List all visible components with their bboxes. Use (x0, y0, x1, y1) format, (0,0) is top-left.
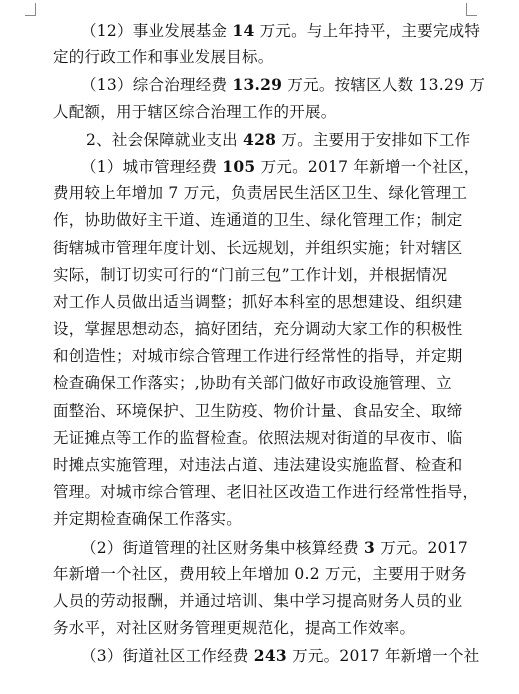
text-line (53, 180, 468, 207)
page-corner-mark-right (466, 3, 477, 16)
text-run: 万元。2017 年新增一个社区， (255, 157, 480, 176)
text-line (53, 425, 463, 452)
bold-amount: 14 (232, 21, 255, 40)
text-run: 实际，制订切实可行的“门前三包”工作计划，并根据情况 (53, 265, 448, 284)
text-line (53, 17, 481, 44)
text-line (53, 207, 463, 234)
bold-amount: 243 (253, 646, 287, 666)
text-line (53, 44, 463, 71)
text-run: 定的行政工作和事业发展目标。 (53, 48, 274, 67)
text-run: 无证摊点等工作的监督检查。依照法规对街道的早夜市、临 (53, 428, 463, 447)
text-line (53, 343, 463, 370)
text-run: 年新增一个社区，费用较上年增加 0.2 万元，主要用于财务 (53, 564, 467, 583)
text-run: 对工作人员做出适当调整；抓好本科室的思想建设、组织建 (53, 292, 463, 311)
text-run: 设，掌握思想动态，搞好团结，充分调动大家工作的积极性 (53, 320, 463, 339)
document-page (53, 17, 486, 670)
text-run: 人员的劳动报酬，并通过培训、集中学习提高财务人员的业 (53, 591, 463, 610)
text-run: 2、社会保障就业支出 (86, 130, 244, 149)
text-run: 检查确保工作落实；,协助有关部门做好市政设施管理、立 (53, 374, 452, 393)
text-line (53, 561, 467, 588)
text-line (53, 452, 463, 479)
bold-amount: 428 (243, 129, 277, 149)
text-run: （1）城市管理经费 (81, 157, 223, 176)
text-run: 时摊点实施管理，对违法占道、违法建设实施监督、检查和 (53, 456, 463, 474)
text-line (53, 642, 480, 669)
text-line (53, 153, 480, 180)
text-run: 管理。对城市综合管理、老旧社区改造工作进行经常性指导， (53, 483, 479, 502)
text-line (53, 71, 486, 98)
text-run: 万元。按辖区人数 13.29 万 (282, 76, 486, 95)
text-line (53, 262, 463, 289)
text-line (53, 588, 463, 615)
text-run: （13）综合治理经费 (81, 76, 233, 95)
text-line (53, 316, 463, 343)
text-line (53, 99, 463, 126)
bold-amount: 3 (364, 537, 376, 557)
text-line (53, 534, 468, 561)
text-run: 人配额，用于辖区综合治理工作的开展。 (53, 102, 337, 121)
text-line (53, 398, 463, 425)
text-run: 万元。2017 (375, 538, 468, 557)
bold-amount: 13.29 (232, 75, 283, 95)
text-run: 面整治、环境保护、卫生防疫、物价计量、食品安全、取缔 (53, 401, 463, 420)
text-run: 并定期检查确保工作落实。 (53, 510, 243, 529)
text-run: 万元。与上年持平，主要完成特 (254, 22, 481, 40)
text-run: 费用较上年增加 7 万元，负责居民生活区卫生、绿化管理工 (53, 184, 468, 203)
text-run: 和创造性；对城市综合管理工作进行经常性的指导，并定期 (53, 347, 463, 366)
text-run: 万元。2017 年新增一个社 (286, 647, 480, 666)
text-run: （3）街道社区工作经费 (81, 647, 254, 666)
text-run: 街辖城市管理年度计划、长远规划，并组织实施；针对辖区 (53, 238, 463, 257)
text-line (53, 370, 463, 397)
text-run: （2）街道管理的社区财务集中核算经费 (81, 538, 365, 557)
text-line (53, 289, 463, 316)
text-run: 万。主要用于安排如下工作 (276, 130, 471, 149)
text-line (53, 479, 479, 506)
text-run: （12）事业发展基金 (81, 22, 233, 40)
text-run: 作，协助做好主干道、连通道的卫生、绿化管理工作；制定 (53, 211, 463, 230)
text-line (53, 506, 463, 533)
text-line (53, 126, 471, 153)
text-line (53, 235, 463, 262)
text-line (53, 615, 463, 642)
page-corner-mark-left (25, 3, 36, 16)
bold-amount: 105 (222, 156, 256, 176)
text-run: 务水平，对社区财务管理更规范化，提高工作效率。 (53, 619, 416, 638)
